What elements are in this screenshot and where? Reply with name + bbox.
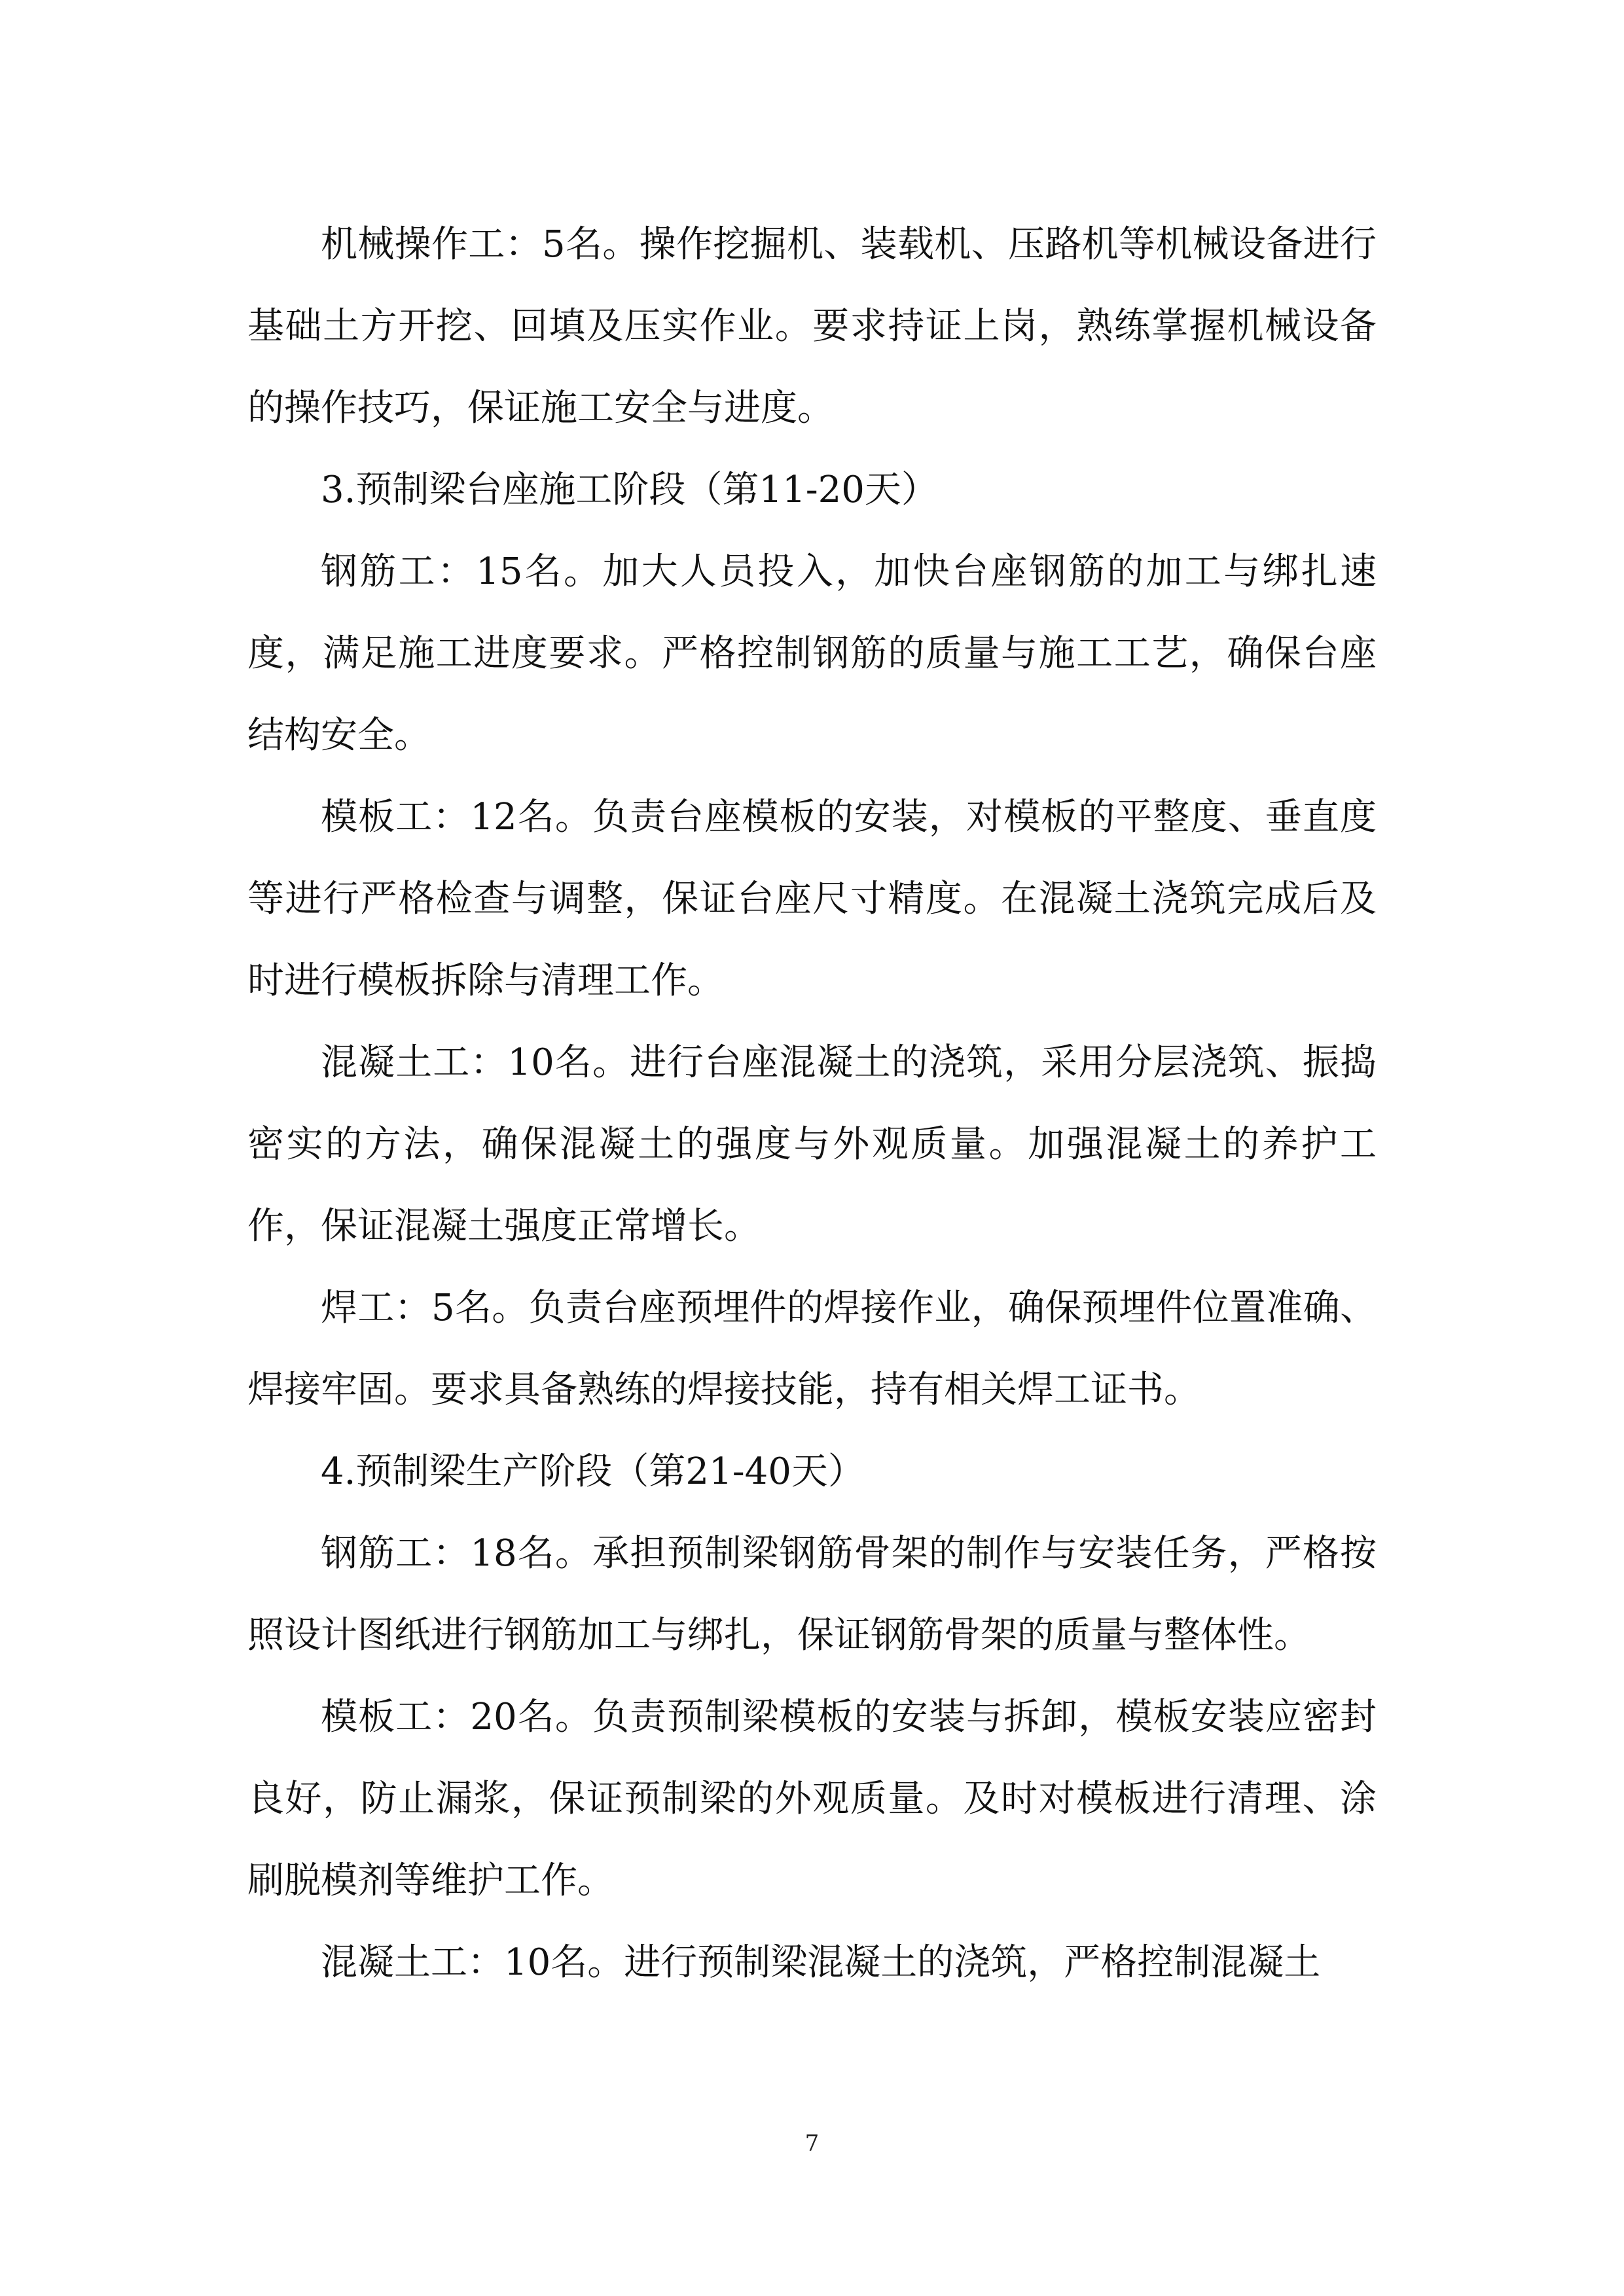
paragraph-concrete-workers: 混凝土工：10名。进行台座混凝土的浇筑，采用分层浇筑、振捣密实的方法，确保混凝土的强度与外观质量。加强混凝土的养护工作，保证混凝土强度正常增长。 [247,1041,1377,1247]
section-heading-4: 4.预制梁生产阶段（第21-40天） [321,1450,865,1493]
body-text [247,204,1377,2003]
section-heading-3: 3.预制梁台座施工阶段（第11-20天） [321,469,938,511]
paragraph-formwork-workers-production: 模板工：20名。负责预制梁模板的安装与拆卸，模板安装应密封良好，防止漏浆，保证预制梁的外观质量。及时对模板进行清理、涂刷脱模剂等维护工作。 [247,1696,1377,1902]
paragraph-machine-operators: 机械操作工：5名。操作挖掘机、装载机、压路机等机械设备进行基础土方开挖、回填及压实作业。要求持证上岗，熟练掌握机械设备的操作技巧，保证施工安全与进度。 [247,223,1377,429]
paragraph-concrete-workers-production: 混凝土工：10名。进行预制梁混凝土的浇筑，严格控制混凝土 [321,1941,1321,1984]
paragraph-rebar-workers-production: 钢筋工：18名。承担预制梁钢筋骨架的制作与安装任务，严格按照设计图纸进行钢筋加工与绑扎，保证钢筋骨架的质量与整体性。 [247,1532,1377,1657]
paragraph-formwork-workers: 模板工：12名。负责台座模板的安装，对模板的平整度、垂直度等进行严格检查与调整，保证台座尺寸精度。在混凝土浇筑完成后及时进行模板拆除与清理工作。 [247,796,1377,1002]
paragraph-rebar-workers: 钢筋工：15名。加大人员投入，加快台座钢筋的加工与绑扎速度，满足施工进度要求。严格控制钢筋的质量与施工工艺，确保台座结构安全。 [247,550,1377,757]
page-number: 7 [804,2130,820,2157]
paragraph-welders: 焊工：5名。负责台座预埋件的焊接作业，确保预埋件位置准确、焊接牢固。要求具备熟练的焊接技能，持有相关焊工证书。 [247,1287,1377,1411]
